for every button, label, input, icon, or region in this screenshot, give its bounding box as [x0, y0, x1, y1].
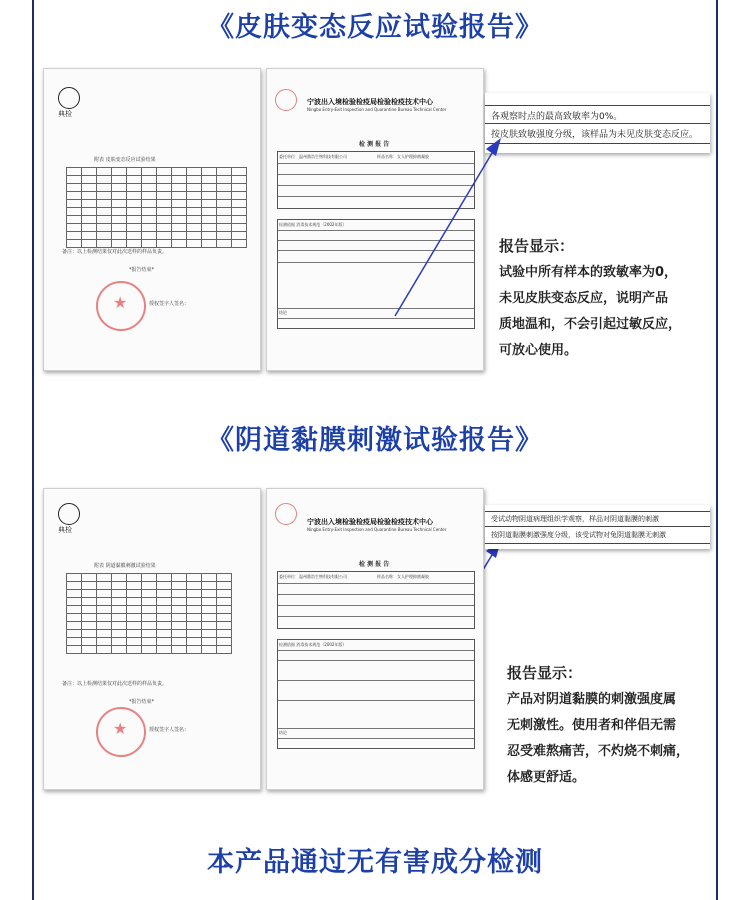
zoom-line-1: 受试动物阴道病理组织学观察，样品对阴道黏膜的刺激 — [491, 515, 659, 523]
sign-label: 授权签字人签名： — [149, 301, 190, 307]
mucosa-test-report-cover-doc — [266, 488, 484, 790]
official-seal — [96, 707, 146, 757]
sign-label: 授权签字人签名： — [149, 727, 190, 733]
mucosa-test-conclusion-zoom — [485, 505, 710, 549]
standard-field: 检测依据 消毒技术规范（2002年版） — [279, 222, 347, 227]
detail-grid — [277, 639, 475, 749]
conclusion-label: 结论 — [279, 310, 287, 315]
logo-label: 典检 — [58, 526, 72, 534]
result-table — [66, 573, 232, 654]
sample-field: 样品名称：女人护理抑菌凝胶 — [377, 154, 429, 159]
section1-report-line-3: 质地温和，不会引起过敏反应， — [499, 317, 682, 332]
conclusion-label: 结论 — [279, 730, 287, 735]
org-name-en: Ningbo Entry-Exit Inspection and Quarantine Bureau Technical Center — [307, 527, 447, 532]
doc-note: 备注：以上检测结果仅对此次送样的样品负责。 — [62, 249, 168, 255]
section2-title: 《阴道黏膜刺激试验报告》 — [207, 425, 543, 456]
section1-report-line-2: 未见皮肤变态反应，说明产品 — [499, 291, 669, 306]
client-field: 委托单位：温州鼎浩生物科技有限公司 — [279, 574, 347, 579]
zoom-line-2: 按阴道黏膜刺激强度分级，该受试物对兔阴道黏膜无刺激 — [491, 531, 666, 539]
report-end: *报告结束* — [129, 267, 155, 273]
section2-report-heading: 报告显示： — [507, 664, 583, 682]
cert-mark-icon — [275, 503, 297, 525]
logo-label: 典检 — [58, 110, 72, 118]
section2-report-line-3: 忍受难熬痛苦，不灼烧不刺痛， — [507, 744, 690, 759]
org-name-cn: 宁波出入境检验检疫局检验检疫技术中心 — [307, 518, 433, 526]
section1-report-line-4: 可放心使用。 — [499, 343, 578, 358]
client-field: 委托单位：温州鼎浩生物科技有限公司 — [279, 154, 347, 159]
doc-note: 备注：以上检测结果仅对此次送样的样品负责。 — [62, 681, 168, 687]
report-heading: 检 测 报 告 — [359, 141, 390, 148]
section1-title: 《皮肤变态反应试验报告》 — [207, 12, 543, 43]
sample-field: 样品名称：女人护理抑菌凝胶 — [377, 574, 429, 579]
table-title: 附表 阴道黏膜刺激试验结果 — [94, 563, 156, 569]
org-name-cn: 宁波出入境检验检疫局检验检疫技术中心 — [307, 98, 433, 106]
zoom-line-2: 按皮肤致敏强度分级，该样品为未见皮肤变态反应。 — [491, 130, 699, 140]
section2-report-line-4: 体感更舒适。 — [507, 770, 586, 785]
section1-report-heading: 报告显示： — [499, 237, 575, 255]
section2-report-line-2: 无刺激性。使用者和伴侣无需 — [507, 718, 677, 733]
inspection-logo-icon — [58, 503, 80, 525]
report-end: *报告结束* — [129, 699, 155, 705]
mucosa-test-result-table-doc — [43, 488, 261, 790]
section1-report-line-1: 试验中所有样本的致敏率为0， — [499, 265, 678, 280]
section2-report-line-1: 产品对阴道黏膜的刺激强度属 — [507, 692, 677, 707]
footer-title: 本产品通过无有害成分检测 — [207, 847, 543, 878]
zoom-line-1: 各观察时点的最高致敏率为0%。 — [491, 112, 623, 122]
report-heading: 检 测 报 告 — [359, 561, 390, 568]
table-title: 附表 皮肤变态反应试验结果 — [94, 157, 156, 163]
standard-field: 检测依据 消毒技术规范（2002年版） — [279, 642, 347, 647]
org-name-en: Ningbo Entry-Exit Inspection and Quarantine Bureau Technical Center — [307, 107, 447, 112]
